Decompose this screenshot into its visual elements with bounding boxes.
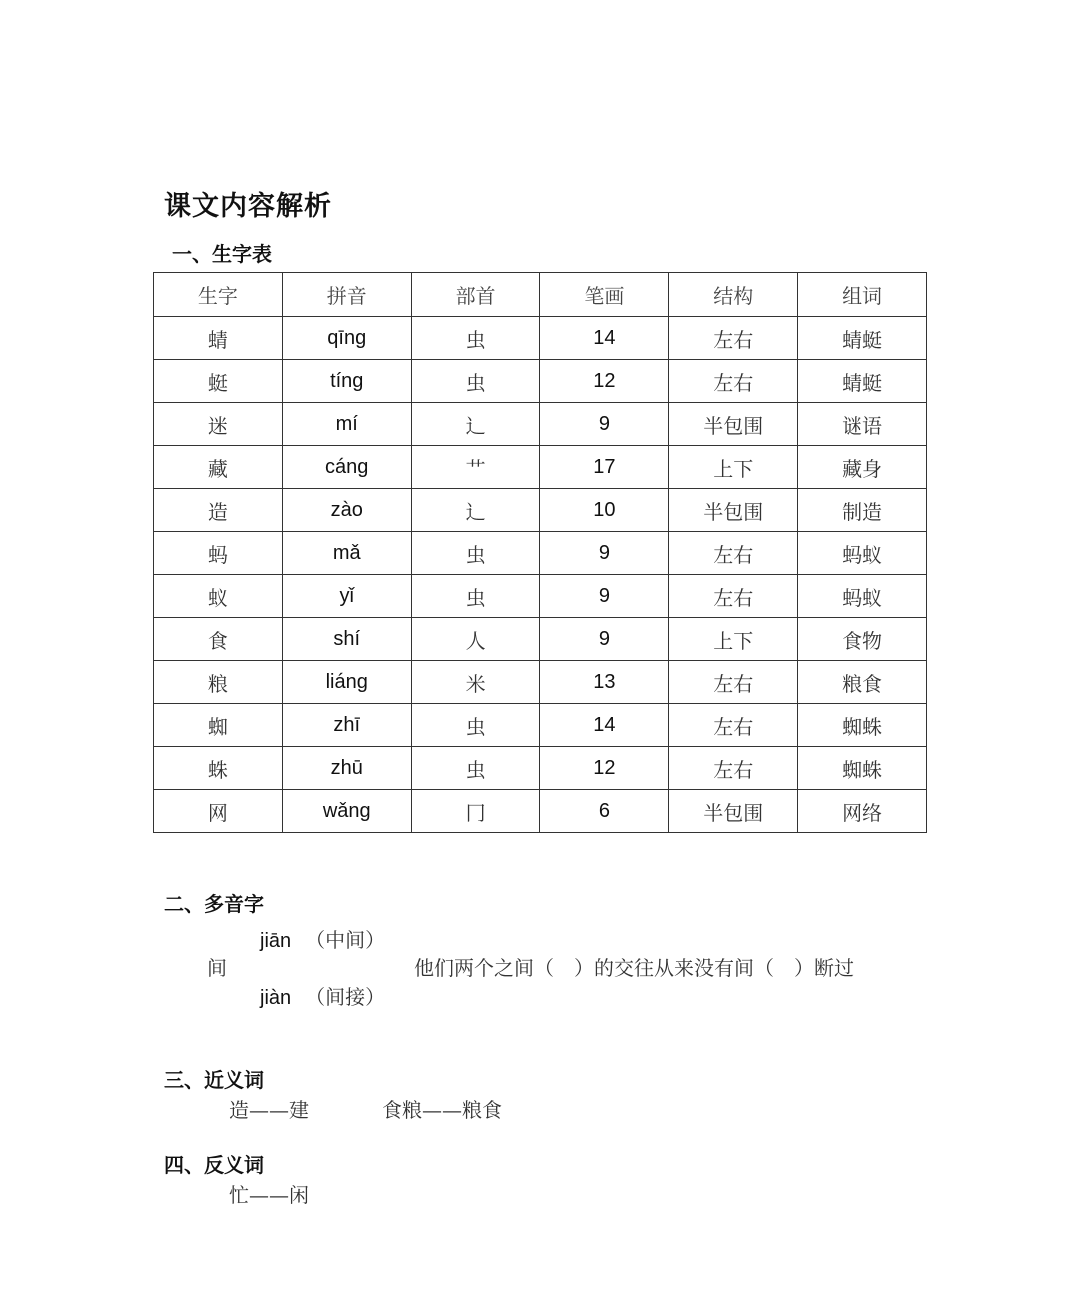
section-heading-antonyms: 四、反义词 [164,1153,264,1177]
table-row [154,532,927,575]
table-row [154,790,927,833]
table-header-row [154,273,927,317]
polyphonic-example-sentence: 他们两个之间（ ）的交往从来没有间（ ）断过 [414,956,854,980]
cell-radical: 米 [411,661,540,704]
polyphonic-char: 间 [207,956,227,980]
cell-word: 蚂蚁 [798,532,927,575]
cell-char: 网 [154,790,283,833]
cell-word: 粮食 [798,661,927,704]
cell-pinyin: cáng [282,446,411,489]
cell-pinyin: mí [282,403,411,446]
cell-char: 蚁 [154,575,283,618]
cell-char: 造 [154,489,283,532]
cell-strokes: 9 [540,618,669,661]
cell-word: 食物 [798,618,927,661]
column-header: 笔画 [540,273,669,317]
cell-radical: 虫 [411,360,540,403]
cell-radical: 虫 [411,532,540,575]
table-row [154,575,927,618]
section-heading-polyphonic: 二、多音字 [164,892,264,916]
cell-word: 蜻蜓 [798,317,927,360]
table-row [154,704,927,747]
table-row [154,489,927,532]
table-row [154,317,927,360]
cell-radical: 虫 [411,747,540,790]
cell-char: 蜻 [154,317,283,360]
cell-pinyin: shí [282,618,411,661]
cell-pinyin: liáng [282,661,411,704]
reading-pinyin: jiān [260,930,292,952]
table-row [154,661,927,704]
cell-strokes: 10 [540,489,669,532]
cell-strokes: 12 [540,747,669,790]
cell-radical: 辶 [411,489,540,532]
cell-char: 蛛 [154,747,283,790]
cell-pinyin: zào [282,489,411,532]
cell-pinyin: yǐ [282,575,411,618]
column-header: 组词 [798,273,927,317]
cell-pinyin: zhū [282,747,411,790]
cell-structure: 左右 [669,317,798,360]
page-title: 课文内容解析 [164,191,332,222]
cell-word: 藏身 [798,446,927,489]
polyphonic-reading [260,981,385,1010]
cell-word: 蜻蜓 [798,360,927,403]
cell-strokes: 9 [540,575,669,618]
cell-structure: 左右 [669,360,798,403]
cell-radical: 虫 [411,317,540,360]
cell-char: 食 [154,618,283,661]
column-header: 结构 [669,273,798,317]
cell-char: 迷 [154,403,283,446]
column-header: 生字 [154,273,283,317]
cell-radical: 冂 [411,790,540,833]
cell-word: 谜语 [798,403,927,446]
character-table [153,272,927,833]
cell-word: 蜘蛛 [798,747,927,790]
synonym-pair: 食粮——粮食 [382,1098,502,1122]
cell-word: 网络 [798,790,927,833]
cell-word: 制造 [798,489,927,532]
cell-word: 蚂蚁 [798,575,927,618]
table-row [154,446,927,489]
cell-pinyin: zhī [282,704,411,747]
cell-radical: 辶 [411,403,540,446]
cell-char: 蜓 [154,360,283,403]
cell-radical: 人 [411,618,540,661]
cell-char: 蚂 [154,532,283,575]
cell-strokes: 6 [540,790,669,833]
cell-structure: 左右 [669,661,798,704]
cell-structure: 上下 [669,618,798,661]
cell-structure: 左右 [669,575,798,618]
cell-structure: 左右 [669,747,798,790]
reading-gloss: （间接） [305,985,386,1009]
cell-strokes: 14 [540,317,669,360]
section-heading-character-table: 一、生字表 [172,242,272,266]
cell-pinyin: mǎ [282,532,411,575]
table-row [154,403,927,446]
cell-structure: 左右 [669,532,798,575]
cell-structure: 上下 [669,446,798,489]
table-row [154,618,927,661]
cell-strokes: 9 [540,532,669,575]
synonym-pair: 造——建 [229,1098,309,1122]
cell-structure: 左右 [669,704,798,747]
cell-pinyin: wǎng [282,790,411,833]
column-header: 拼音 [282,273,411,317]
cell-strokes: 17 [540,446,669,489]
table-row [154,747,927,790]
antonym-pair: 忙——闲 [229,1183,309,1207]
cell-strokes: 12 [540,360,669,403]
cell-structure: 半包围 [669,790,798,833]
column-header: 部首 [411,273,540,317]
cell-structure: 半包围 [669,489,798,532]
reading-pinyin: jiàn [260,987,292,1009]
cell-word: 蜘蛛 [798,704,927,747]
cell-strokes: 13 [540,661,669,704]
polyphonic-reading [260,924,385,953]
table-row [154,360,927,403]
section-heading-synonyms: 三、近义词 [164,1068,264,1092]
cell-radical: 艹 [411,446,540,489]
cell-strokes: 9 [540,403,669,446]
cell-radical: 虫 [411,704,540,747]
cell-structure: 半包围 [669,403,798,446]
cell-pinyin: tíng [282,360,411,403]
cell-char: 藏 [154,446,283,489]
cell-char: 蜘 [154,704,283,747]
cell-char: 粮 [154,661,283,704]
cell-pinyin: qīng [282,317,411,360]
reading-gloss: （中间） [305,928,386,952]
cell-strokes: 14 [540,704,669,747]
cell-radical: 虫 [411,575,540,618]
